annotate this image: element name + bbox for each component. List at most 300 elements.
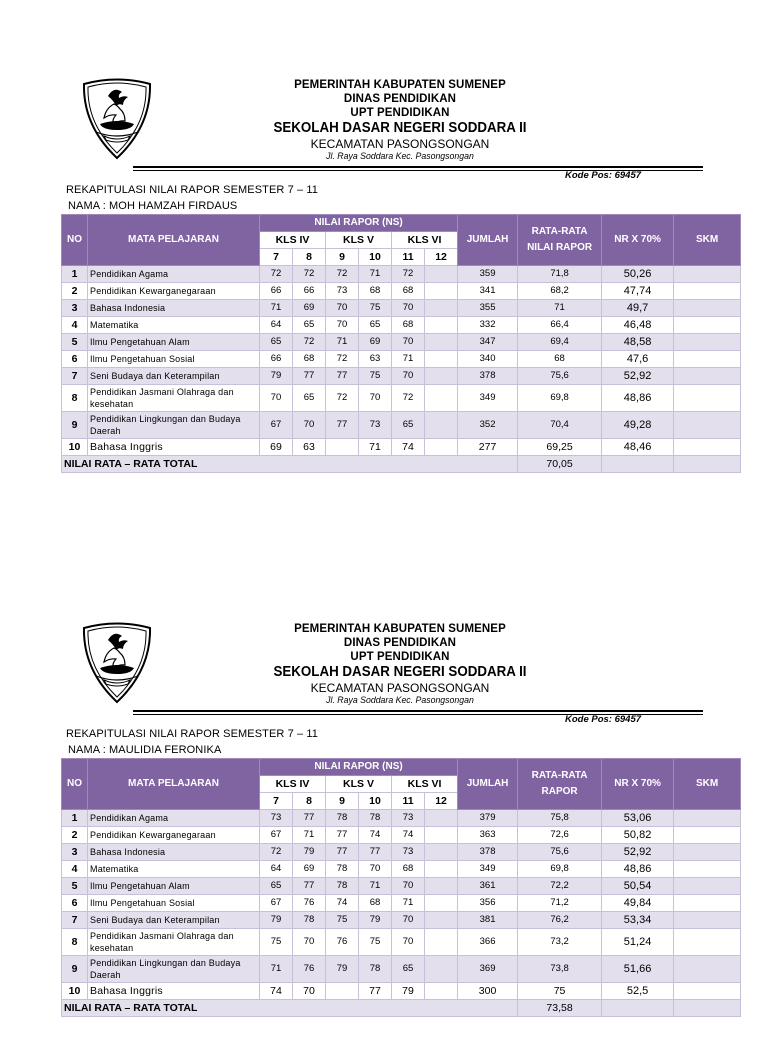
semester-score [425, 983, 458, 1000]
semester-score: 79 [260, 912, 293, 929]
school-address: Jl. Raya Soddara Kec. Pasongsongan [326, 151, 474, 162]
subject-name: Bahasa Inggris [88, 983, 260, 1000]
semester-score: 77 [326, 368, 359, 385]
average-value: 69,4 [518, 334, 602, 351]
table-row [62, 385, 741, 412]
semester-score: 68 [293, 351, 326, 368]
nr70-value: 49,7 [602, 300, 674, 317]
semester-score: 78 [326, 861, 359, 878]
semester-score: 79 [359, 912, 392, 929]
subject-name: Pendidikan Lingkungan dan Budaya Daerah [88, 412, 260, 439]
semester-score: 67 [260, 827, 293, 844]
subject-name: Bahasa Inggris [88, 439, 260, 456]
semester-score: 75 [359, 368, 392, 385]
table-row [62, 912, 741, 929]
semester-score: 63 [359, 351, 392, 368]
semester-header: 10 [359, 249, 392, 266]
semester-score [326, 983, 359, 1000]
government-name: PEMERINTAH KABUPATEN SUMENEP [294, 623, 506, 635]
average-value: 71 [518, 300, 602, 317]
semester-score [425, 334, 458, 351]
subject-name: Pendidikan Kewarganegaraan [88, 827, 260, 844]
row-number: 3 [62, 844, 88, 861]
table-row [62, 351, 741, 368]
semester-score: 65 [293, 385, 326, 412]
semester-score: 77 [359, 844, 392, 861]
skm-value [674, 878, 741, 895]
semester-score [425, 412, 458, 439]
postal-code: Kode Pos: 69457 [565, 170, 642, 181]
subject-name: Ilmu Pengetahuan Alam [88, 334, 260, 351]
unit-name: UPT PENDIDIKAN [350, 651, 450, 663]
row-number: 8 [62, 929, 88, 956]
total-label: NILAI RATA – RATA TOTAL [62, 456, 518, 473]
header-rule [133, 166, 703, 168]
subject-name: Seni Budaya dan Keterampilan [88, 368, 260, 385]
semester-score: 65 [392, 956, 425, 983]
semester-score: 75 [359, 929, 392, 956]
semester-score: 75 [359, 300, 392, 317]
semester-score: 77 [293, 878, 326, 895]
row-number: 5 [62, 878, 88, 895]
semester-score: 65 [359, 317, 392, 334]
col-skm-header: SKM [674, 759, 741, 810]
semester-score: 69 [260, 439, 293, 456]
average-value: 66,4 [518, 317, 602, 334]
semester-score: 76 [293, 895, 326, 912]
department-name: DINAS PENDIDIKAN [343, 637, 457, 649]
row-number: 8 [62, 385, 88, 412]
semester-score: 67 [260, 412, 293, 439]
total-average: 70,05 [518, 456, 602, 473]
semester-score: 70 [392, 912, 425, 929]
semester-score: 77 [293, 810, 326, 827]
average-value: 69,8 [518, 385, 602, 412]
letterhead [250, 78, 550, 163]
row-number: 10 [62, 439, 88, 456]
nr70-value: 48,58 [602, 334, 674, 351]
semester-score: 73 [359, 412, 392, 439]
school-crest-icon [80, 74, 154, 160]
semester-header: 12 [425, 793, 458, 810]
semester-score: 78 [359, 810, 392, 827]
semester-score: 71 [326, 334, 359, 351]
total-empty [674, 456, 741, 473]
semester-score: 68 [392, 317, 425, 334]
semester-header: 7 [260, 249, 293, 266]
semester-header: 7 [260, 793, 293, 810]
nr70-value: 47,6 [602, 351, 674, 368]
semester-header: 9 [326, 249, 359, 266]
table-row [62, 439, 741, 456]
total-average: 73,58 [518, 1000, 602, 1017]
table-row [62, 895, 741, 912]
jumlah-value: 349 [458, 861, 518, 878]
semester-score [425, 368, 458, 385]
district-name: KECAMATAN PASONGSONGAN [310, 681, 490, 695]
semester-score: 67 [260, 895, 293, 912]
nr70-value: 50,82 [602, 827, 674, 844]
table-row [62, 810, 741, 827]
report-title: REKAPITULASI NILAI RAPOR SEMESTER 7 – 11 [66, 184, 318, 196]
skm-value [674, 810, 741, 827]
semester-score: 73 [260, 810, 293, 827]
table-row [62, 827, 741, 844]
subject-name: Pendidikan Agama [88, 810, 260, 827]
jumlah-value: 381 [458, 912, 518, 929]
col-subject-header: MATA PELAJARAN [88, 759, 260, 810]
row-number: 2 [62, 283, 88, 300]
semester-score: 70 [392, 334, 425, 351]
semester-score: 71 [359, 878, 392, 895]
average-value: 69,8 [518, 861, 602, 878]
table-row [62, 929, 741, 956]
nr70-value: 47,74 [602, 283, 674, 300]
nr70-value: 50,26 [602, 266, 674, 283]
semester-score [425, 317, 458, 334]
jumlah-value: 378 [458, 368, 518, 385]
semester-score: 79 [326, 956, 359, 983]
table-row [62, 956, 741, 983]
header-rule [133, 710, 703, 712]
semester-score: 76 [293, 956, 326, 983]
semester-score [425, 266, 458, 283]
semester-score [425, 300, 458, 317]
kls-v-header: KLS V [326, 232, 392, 249]
semester-score: 68 [359, 283, 392, 300]
semester-score: 65 [260, 878, 293, 895]
department-name: DINAS PENDIDIKAN [343, 93, 457, 105]
subject-name: Matematika [88, 861, 260, 878]
semester-score [425, 439, 458, 456]
skm-value [674, 895, 741, 912]
jumlah-value: 347 [458, 334, 518, 351]
average-value: 68 [518, 351, 602, 368]
semester-score: 66 [260, 283, 293, 300]
semester-score [425, 929, 458, 956]
semester-score: 77 [326, 827, 359, 844]
jumlah-value: 277 [458, 439, 518, 456]
subject-name: Pendidikan Agama [88, 266, 260, 283]
total-empty [674, 1000, 741, 1017]
table-row [62, 334, 741, 351]
kls-iv-header: KLS IV [260, 776, 326, 793]
col-no-header: NO [62, 759, 88, 810]
semester-score [425, 827, 458, 844]
semester-score [425, 351, 458, 368]
semester-score: 65 [293, 317, 326, 334]
nr70-value: 51,66 [602, 956, 674, 983]
skm-value [674, 861, 741, 878]
subject-name: Ilmu Pengetahuan Alam [88, 878, 260, 895]
row-number: 10 [62, 983, 88, 1000]
col-jumlah-header: JUMLAH [458, 215, 518, 266]
semester-header: 11 [392, 249, 425, 266]
jumlah-value: 363 [458, 827, 518, 844]
subject-name: Matematika [88, 317, 260, 334]
col-nilai-rapor-header: NILAI RAPOR (NS) [260, 759, 458, 776]
row-number: 3 [62, 300, 88, 317]
semester-score: 70 [326, 300, 359, 317]
jumlah-value: 379 [458, 810, 518, 827]
semester-score: 68 [392, 283, 425, 300]
jumlah-value: 332 [458, 317, 518, 334]
semester-score: 77 [359, 983, 392, 1000]
semester-score: 70 [392, 878, 425, 895]
header-row [62, 215, 741, 232]
semester-score [425, 810, 458, 827]
semester-score: 68 [392, 861, 425, 878]
unit-name: UPT PENDIDIKAN [350, 107, 450, 119]
student-name: NAMA : MAULIDIA FERONIKA [68, 744, 222, 756]
grades-table [61, 214, 741, 473]
semester-header: 8 [293, 249, 326, 266]
jumlah-value: 359 [458, 266, 518, 283]
semester-score [425, 895, 458, 912]
semester-score [425, 385, 458, 412]
semester-score: 77 [326, 844, 359, 861]
skm-value [674, 439, 741, 456]
jumlah-value: 340 [458, 351, 518, 368]
semester-score [326, 439, 359, 456]
skm-value [674, 368, 741, 385]
semester-score [425, 861, 458, 878]
subject-name: Pendidikan Jasmani Olahraga dan kesehatan [88, 929, 260, 956]
semester-score: 71 [260, 956, 293, 983]
table-row [62, 283, 741, 300]
semester-score: 66 [260, 351, 293, 368]
jumlah-value: 352 [458, 412, 518, 439]
semester-score [425, 956, 458, 983]
skm-value [674, 827, 741, 844]
semester-score: 73 [326, 283, 359, 300]
government-name: PEMERINTAH KABUPATEN SUMENEP [294, 79, 506, 91]
col-subject-header: MATA PELAJARAN [88, 215, 260, 266]
semester-score: 71 [359, 439, 392, 456]
kls-vi-header: KLS VI [392, 776, 458, 793]
jumlah-value: 300 [458, 983, 518, 1000]
semester-score: 70 [260, 385, 293, 412]
nr70-value: 52,92 [602, 844, 674, 861]
col-nr70-header: NR X 70% [602, 759, 674, 810]
col-nilai-rapor-header: NILAI RAPOR (NS) [260, 215, 458, 232]
table-row [62, 317, 741, 334]
subject-name: Seni Budaya dan Keterampilan [88, 912, 260, 929]
semester-score: 74 [326, 895, 359, 912]
average-value: 71,2 [518, 895, 602, 912]
row-number: 7 [62, 912, 88, 929]
nr70-value: 48,86 [602, 861, 674, 878]
report-title: REKAPITULASI NILAI RAPOR SEMESTER 7 – 11 [66, 728, 318, 740]
nr70-value: 46,48 [602, 317, 674, 334]
col-nr70-header: NR X 70% [602, 215, 674, 266]
nr70-value: 48,46 [602, 439, 674, 456]
average-value: 72,2 [518, 878, 602, 895]
col-jumlah-header: JUMLAH [458, 759, 518, 810]
skm-value [674, 300, 741, 317]
row-number: 7 [62, 368, 88, 385]
table-row [62, 844, 741, 861]
jumlah-value: 355 [458, 300, 518, 317]
skm-value [674, 385, 741, 412]
semester-header: 11 [392, 793, 425, 810]
nr70-value: 52,5 [602, 983, 674, 1000]
semester-score: 75 [260, 929, 293, 956]
semester-score: 65 [260, 334, 293, 351]
semester-score: 74 [260, 983, 293, 1000]
semester-score: 70 [359, 861, 392, 878]
row-number: 4 [62, 317, 88, 334]
school-address: Jl. Raya Soddara Kec. Pasongsongan [326, 695, 474, 706]
semester-header: 10 [359, 793, 392, 810]
nr70-value: 48,86 [602, 385, 674, 412]
average-header-line2: NILAI RAPOR [527, 242, 593, 253]
kls-v-header: KLS V [326, 776, 392, 793]
semester-score: 68 [359, 895, 392, 912]
nr70-value: 51,24 [602, 929, 674, 956]
average-value: 71,8 [518, 266, 602, 283]
semester-score: 72 [392, 385, 425, 412]
skm-value [674, 351, 741, 368]
average-value: 70,4 [518, 412, 602, 439]
nr70-value: 53,06 [602, 810, 674, 827]
semester-score: 78 [359, 956, 392, 983]
skm-value [674, 929, 741, 956]
kls-iv-header: KLS IV [260, 232, 326, 249]
semester-score [425, 844, 458, 861]
jumlah-value: 361 [458, 878, 518, 895]
table-row [62, 861, 741, 878]
average-value: 68,2 [518, 283, 602, 300]
semester-score: 79 [392, 983, 425, 1000]
average-value: 75,8 [518, 810, 602, 827]
semester-score: 72 [326, 351, 359, 368]
semester-score: 64 [260, 861, 293, 878]
semester-score: 71 [260, 300, 293, 317]
semester-score: 72 [293, 334, 326, 351]
table-row [62, 266, 741, 283]
row-number: 1 [62, 810, 88, 827]
semester-score: 78 [326, 810, 359, 827]
nr70-value: 52,92 [602, 368, 674, 385]
student-name: NAMA : MOH HAMZAH FIRDAUS [68, 200, 238, 212]
table-row [62, 368, 741, 385]
report-block [0, 72, 768, 502]
total-row [62, 1000, 741, 1017]
semester-score: 70 [392, 300, 425, 317]
average-value: 72,6 [518, 827, 602, 844]
semester-score: 73 [392, 844, 425, 861]
row-number: 5 [62, 334, 88, 351]
jumlah-value: 366 [458, 929, 518, 956]
grades-table [61, 758, 741, 1017]
school-crest-icon [80, 618, 154, 704]
skm-value [674, 283, 741, 300]
semester-score: 70 [392, 368, 425, 385]
semester-score: 65 [392, 412, 425, 439]
semester-score: 74 [392, 439, 425, 456]
row-number: 9 [62, 412, 88, 439]
skm-value [674, 956, 741, 983]
skm-value [674, 334, 741, 351]
school-name: SEKOLAH DASAR NEGERI SODDARA II [273, 120, 527, 136]
semester-score: 71 [293, 827, 326, 844]
semester-score: 72 [392, 266, 425, 283]
subject-name: Bahasa Indonesia [88, 300, 260, 317]
average-value: 75,6 [518, 368, 602, 385]
semester-score: 70 [293, 983, 326, 1000]
semester-score [425, 912, 458, 929]
kls-vi-header: KLS VI [392, 232, 458, 249]
semester-score: 63 [293, 439, 326, 456]
semester-score: 78 [293, 912, 326, 929]
postal-code: Kode Pos: 69457 [565, 714, 642, 725]
jumlah-value: 349 [458, 385, 518, 412]
nr70-value: 50,54 [602, 878, 674, 895]
semester-score: 64 [260, 317, 293, 334]
subject-name: Pendidikan Kewarganegaraan [88, 283, 260, 300]
semester-score: 74 [392, 827, 425, 844]
table-row [62, 878, 741, 895]
col-average-header [518, 759, 602, 810]
district-name: KECAMATAN PASONGSONGAN [310, 137, 490, 151]
skm-value [674, 266, 741, 283]
average-value: 69,25 [518, 439, 602, 456]
total-row [62, 456, 741, 473]
semester-score: 77 [293, 368, 326, 385]
semester-score: 66 [293, 283, 326, 300]
semester-score: 71 [359, 266, 392, 283]
semester-score: 79 [293, 844, 326, 861]
subject-name: Ilmu Pengetahuan Sosial [88, 895, 260, 912]
skm-value [674, 912, 741, 929]
nr70-value: 49,28 [602, 412, 674, 439]
nr70-value: 49,84 [602, 895, 674, 912]
semester-score: 78 [326, 878, 359, 895]
skm-value [674, 317, 741, 334]
header-row [62, 759, 741, 776]
row-number: 2 [62, 827, 88, 844]
semester-score: 75 [326, 912, 359, 929]
subject-name: Bahasa Indonesia [88, 844, 260, 861]
semester-score: 70 [293, 412, 326, 439]
semester-score: 72 [260, 266, 293, 283]
jumlah-value: 369 [458, 956, 518, 983]
semester-score: 72 [326, 266, 359, 283]
average-value: 76,2 [518, 912, 602, 929]
average-value: 73,2 [518, 929, 602, 956]
semester-score: 70 [392, 929, 425, 956]
nr70-value: 53,34 [602, 912, 674, 929]
average-header-line1: RATA-RATA [531, 226, 588, 237]
jumlah-value: 378 [458, 844, 518, 861]
letterhead [250, 622, 550, 707]
row-number: 1 [62, 266, 88, 283]
report-block [0, 616, 768, 1046]
skm-value [674, 844, 741, 861]
subject-name: Pendidikan Jasmani Olahraga dan kesehatan [88, 385, 260, 412]
semester-score: 69 [293, 861, 326, 878]
table-row [62, 412, 741, 439]
table-row [62, 300, 741, 317]
semester-score: 69 [359, 334, 392, 351]
subject-name: Pendidikan Lingkungan dan Budaya Daerah [88, 956, 260, 983]
semester-score: 72 [326, 385, 359, 412]
semester-score: 72 [260, 844, 293, 861]
row-number: 6 [62, 351, 88, 368]
average-header-line1: RATA-RATA [531, 770, 588, 781]
semester-score: 70 [293, 929, 326, 956]
